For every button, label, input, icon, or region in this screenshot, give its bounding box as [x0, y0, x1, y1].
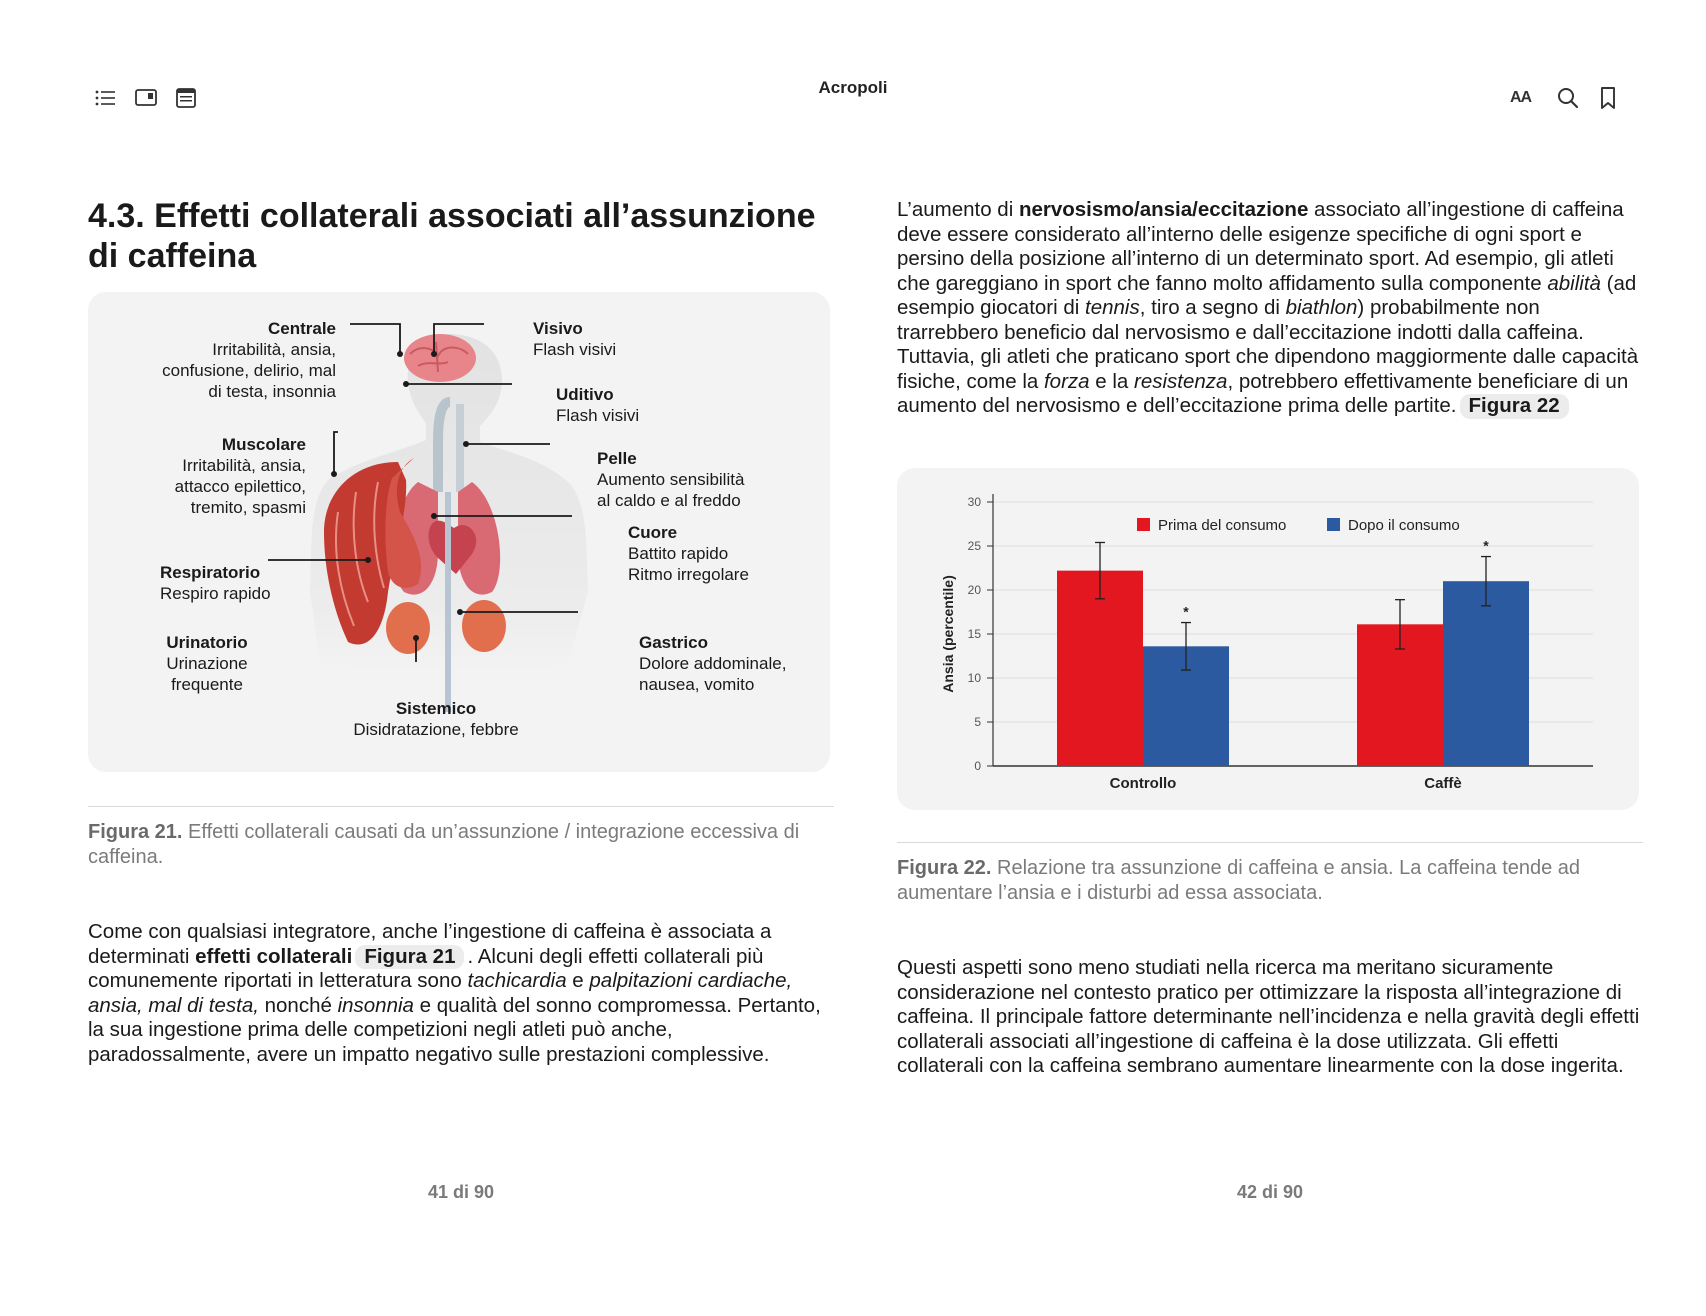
page-number-left: 41 di 90: [427, 1182, 495, 1202]
label-line: di testa, insonnia: [208, 382, 336, 401]
right-paragraph-2: Questi aspetti sono meno studiati nella ricerca ma meritano sicuramente considerazione nel contesto pratico per ottimizzare la risposta all’integrazione di caffeina. Il principale fattore determinante nell’incidenza e nella gravità degli effetti collaterali associati all’ingestione di caffeina è la dose utilizzata. Gli effetti collaterali con la caffeina sembrano aumentare linearmente con la dose ingerita.: [897, 956, 1640, 1077]
label-pelle-title: Pelle: [597, 449, 637, 468]
text-run: . Alcuni degli effetti collaterali più comunemente riportati in letteratura sono: [88, 944, 764, 992]
label-line: frequente: [171, 675, 243, 694]
text-run: ) probabilmente non trarrebbero beneficio dal nervosismo e dall’eccitazione indotti dalla caffeina. Tuttavia, gli atleti che praticano sport che dipendono maggiormente dalle capacità fisiche, come la: [897, 296, 1639, 393]
figure-21-caption-text: Effetti collaterali causati da un’assunzione / integrazione eccessiva di caffeina.: [88, 821, 800, 868]
text-italic: biathlon: [1285, 296, 1358, 319]
label-urinatorio-title: Urinatorio: [166, 633, 248, 652]
label-line: Respiro rapido: [160, 584, 271, 603]
legend-label: Dopo il consumo: [1348, 517, 1460, 534]
label-line: Flash visivi: [556, 406, 640, 425]
y-tick-label: 20: [967, 583, 981, 597]
page-number-right: 42 di 90: [1236, 1182, 1304, 1202]
label-line: confusione, delirio, mal: [162, 361, 336, 380]
text-run: e la: [1089, 369, 1135, 393]
section-title: 4.3. Effetti collaterali associati all’assunzione di caffeina: [88, 197, 816, 275]
text-run: e qualità del sonno compromessa. Pertanto, la sua ingestione prima delle competizioni negli atleti può anche, paradossalmente, avere un impatto negativo sulle prestazioni complessive.: [88, 993, 821, 1066]
bar: [1443, 581, 1529, 766]
label-muscolare-title: Muscolare: [221, 435, 306, 454]
label-line: Disidratazione, febbre: [353, 720, 519, 739]
figure-21: [88, 292, 830, 772]
label-gastrico: [639, 632, 824, 695]
label-line: tremito, spasmi: [190, 498, 306, 517]
label-uditivo-title: Uditivo: [556, 385, 614, 404]
text-italic: tachicardia: [467, 969, 567, 992]
label-urinatorio: [152, 632, 262, 695]
y-tick-label: 0: [974, 759, 981, 773]
text-run: (ad esempio giocatori di: [897, 271, 1637, 319]
label-line: Irritabilità, ansia,: [182, 456, 306, 475]
label-sistemico: [326, 698, 546, 740]
y-tick-label: 30: [967, 495, 981, 509]
y-tick-label: 15: [967, 627, 981, 641]
text-run: L’aumento di: [897, 198, 1019, 221]
label-centrale: [146, 318, 336, 402]
label-line: Battito rapido: [628, 544, 729, 563]
text-run: e: [566, 969, 590, 992]
text-italic: forza: [1043, 369, 1090, 393]
label-centrale-title: Centrale: [267, 319, 336, 338]
figure-21-caption-label: Figura 21.: [88, 821, 183, 843]
text-bold: effetti collaterali: [195, 944, 353, 968]
label-sistemico-title: Sistemico: [395, 699, 477, 718]
significance-marker: *: [1183, 603, 1189, 620]
label-line: al caldo e al freddo: [597, 491, 741, 510]
figure-22: [897, 468, 1639, 810]
right-page: [897, 0, 1643, 1316]
text-run: associato all’ingestione di caffeina deve essere considerato all’interno delle esigenze specifiche di ogni sport e persino della posizione all’interno di un determinato sport. Ad esempio, gli atleti che gareggiano in sport che fanno molto affidamento sulla componente: [897, 198, 1624, 295]
text-italic: tennis: [1085, 296, 1140, 319]
right-paragraph-1: [897, 198, 1643, 419]
label-respiratorio-title: Respiratorio: [160, 563, 261, 582]
anxiety-bar-chart: [897, 468, 1639, 810]
legend-swatch: [1137, 518, 1150, 531]
figure-22-divider: [897, 842, 1643, 843]
y-tick-label: 10: [967, 671, 981, 685]
text-run: Come con qualsiasi integratore, anche l’ingestione di caffeina è associata a determinati: [88, 920, 772, 968]
text-run: , tiro a segno di: [1139, 296, 1286, 319]
figure-22-caption-text: Relazione tra assunzione di caffeina e ansia. La caffeina tende ad aumentare l’ansia e i disturbi ad essa associata.: [897, 857, 1581, 904]
label-visivo-title: Visivo: [533, 319, 583, 338]
label-line: Flash visivi: [533, 340, 617, 359]
label-line: Urinazione: [166, 654, 248, 673]
y-tick-label: 5: [974, 715, 981, 729]
text-italic: resistenza: [1134, 369, 1228, 393]
figure-21-divider: [88, 806, 834, 807]
text-italic: palpitazioni cardiache, ansia, mal di testa,: [88, 969, 793, 1017]
left-paragraph: [88, 920, 834, 1067]
bar: [1057, 571, 1143, 766]
app-title: Acropoli: [818, 78, 888, 97]
label-uditivo: [556, 384, 756, 426]
label-line: attacco epilettico,: [174, 477, 306, 496]
label-line: Aumento sensibilità: [597, 470, 745, 489]
figure-22-link[interactable]: Figura 22: [1460, 394, 1569, 419]
x-tick-label: Caffè: [1424, 775, 1462, 792]
label-visivo: [533, 318, 733, 360]
label-line: Irritabilità, ansia,: [212, 340, 336, 359]
label-line: nausea, vomito: [639, 675, 755, 694]
text-run: , potrebbero effettivamente beneficiare di un aumento del nervosismo e dell’eccitazione prima delle partite.: [897, 369, 1629, 417]
text-bold: nervosismo/ansia/eccitazione: [1018, 198, 1309, 221]
x-tick-label: Controllo: [1109, 775, 1177, 792]
text-italic: insonnia: [337, 993, 414, 1017]
label-cuore: [628, 522, 818, 585]
left-page: [88, 0, 834, 1316]
label-cuore-title: Cuore: [628, 523, 678, 542]
label-muscolare: [128, 434, 306, 518]
font-size-label: AA: [1510, 89, 1532, 106]
figure-21-link[interactable]: Figura 21: [355, 945, 464, 970]
y-axis-label: Ansia (percentile): [940, 575, 956, 693]
label-line: Ritmo irregolare: [628, 565, 749, 584]
label-gastrico-title: Gastrico: [639, 633, 708, 652]
legend-swatch: [1327, 518, 1340, 531]
figure-22-caption-label: Figura 22.: [897, 857, 992, 879]
label-respiratorio: [160, 562, 310, 604]
text-run: nonché: [258, 993, 338, 1017]
figure-22-caption: [897, 856, 1643, 906]
y-tick-label: 25: [967, 539, 981, 553]
legend-label: Prima del consumo: [1158, 517, 1287, 534]
significance-marker: *: [1483, 537, 1489, 554]
figure-21-caption: [88, 820, 834, 870]
text-italic: abilità: [1547, 271, 1601, 295]
label-pelle: [597, 448, 807, 511]
label-line: Dolore addominale,: [639, 654, 787, 673]
